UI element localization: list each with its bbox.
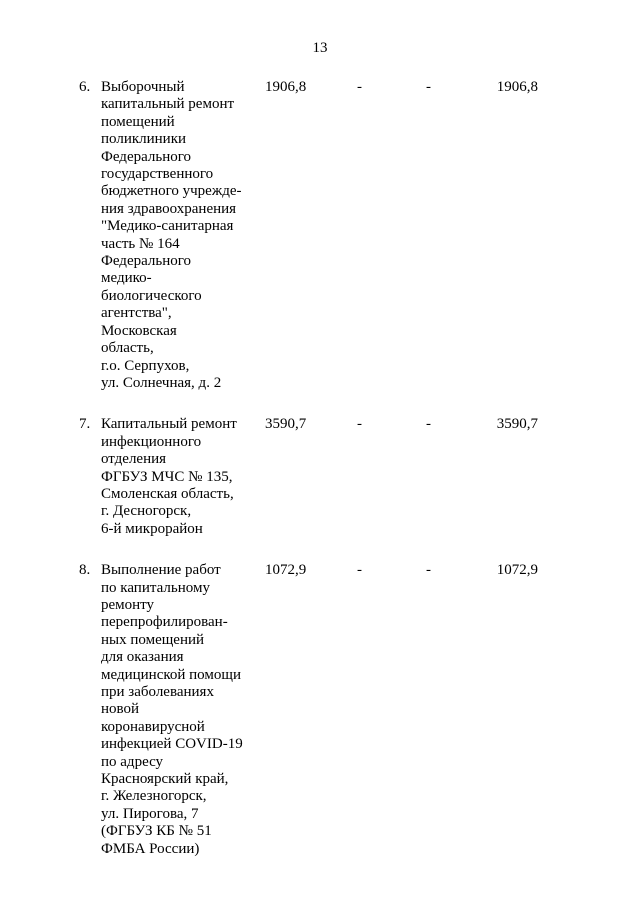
description-line: Выполнение работ <box>101 562 221 579</box>
description-line: ул. Солнечная, д. 2 <box>101 374 222 391</box>
column-2-value: - <box>357 416 362 433</box>
description-line: ремонту <box>101 596 155 613</box>
description-line: г. Железногорск, <box>101 788 207 805</box>
description-line: Выборочный <box>101 79 185 95</box>
row-description <box>101 562 261 858</box>
row-number: 7. <box>79 416 91 433</box>
description-line: помещений <box>101 113 175 130</box>
description-line: часть № 164 <box>101 235 180 252</box>
row-description <box>101 416 261 538</box>
row-number: 6. <box>79 79 91 95</box>
total-value: 3590,7 <box>496 416 538 433</box>
column-2-value: - <box>357 79 362 95</box>
description-line: перепрофилирован- <box>101 614 228 631</box>
total-value: 1906,8 <box>496 79 538 95</box>
cost-value: 1906,8 <box>265 79 307 95</box>
total-value: 1072,9 <box>496 562 538 579</box>
description-line: ул. Пирогова, 7 <box>101 805 199 822</box>
description-line: для оказания <box>101 649 184 666</box>
description-line: по капитальному <box>101 579 210 596</box>
description-line: г.о. Серпухов, <box>101 357 190 374</box>
description-line: область, <box>101 340 154 357</box>
description-line: (ФГБУЗ КБ № 51 <box>101 823 212 840</box>
table-row-6 <box>0 79 640 392</box>
description-line: новой <box>101 701 140 718</box>
description-line: инфекцией COVID-19 <box>101 736 243 753</box>
description-line: Смоленская область, <box>101 485 234 502</box>
table-row-7 <box>0 416 640 538</box>
table-row-8 <box>0 562 640 858</box>
description-line: медико- <box>101 270 152 287</box>
description-line: ных помещений <box>101 631 205 648</box>
description-line: агентства", <box>101 305 172 322</box>
description-line: отделения <box>101 451 167 468</box>
description-line: Федерального <box>101 148 192 165</box>
description-line: г. Десногорск, <box>101 503 192 520</box>
description-line: государственного <box>101 166 214 183</box>
row-number: 8. <box>79 562 91 579</box>
column-2-value: - <box>357 562 362 579</box>
description-line: ФГБУЗ МЧС № 135, <box>101 468 233 485</box>
description-line: инфекционного <box>101 433 202 450</box>
description-line: Федерального <box>101 253 192 270</box>
cost-value: 1072,9 <box>265 562 307 579</box>
description-line: по адресу <box>101 753 164 770</box>
description-line: поликлиники <box>101 131 187 148</box>
description-line: бюджетного учрежде- <box>101 183 242 200</box>
description-line: "Медико-санитарная <box>101 218 234 235</box>
row-description <box>101 79 261 392</box>
description-line: при заболеваниях <box>101 684 214 700</box>
description-line: коронавирусной <box>101 718 205 735</box>
description-line: Красноярский край, <box>101 771 229 788</box>
column-3-value: - <box>426 416 431 433</box>
column-3-value: - <box>426 79 431 95</box>
description-line: 6-й микрорайон <box>101 520 203 537</box>
description-line: ФМБА России) <box>101 840 200 857</box>
cost-value: 3590,7 <box>265 416 307 433</box>
description-line: ния здравоохранения <box>101 200 237 217</box>
description-line: медицинской помощи <box>101 666 241 683</box>
description-line: биологического <box>101 287 202 304</box>
description-line: капитальный ремонт <box>101 96 235 113</box>
page-number: 13 <box>312 40 328 56</box>
description-line: Московская <box>101 322 177 339</box>
description-line: Капитальный ремонт <box>101 416 237 433</box>
works-table <box>0 79 640 882</box>
column-3-value: - <box>426 562 431 579</box>
